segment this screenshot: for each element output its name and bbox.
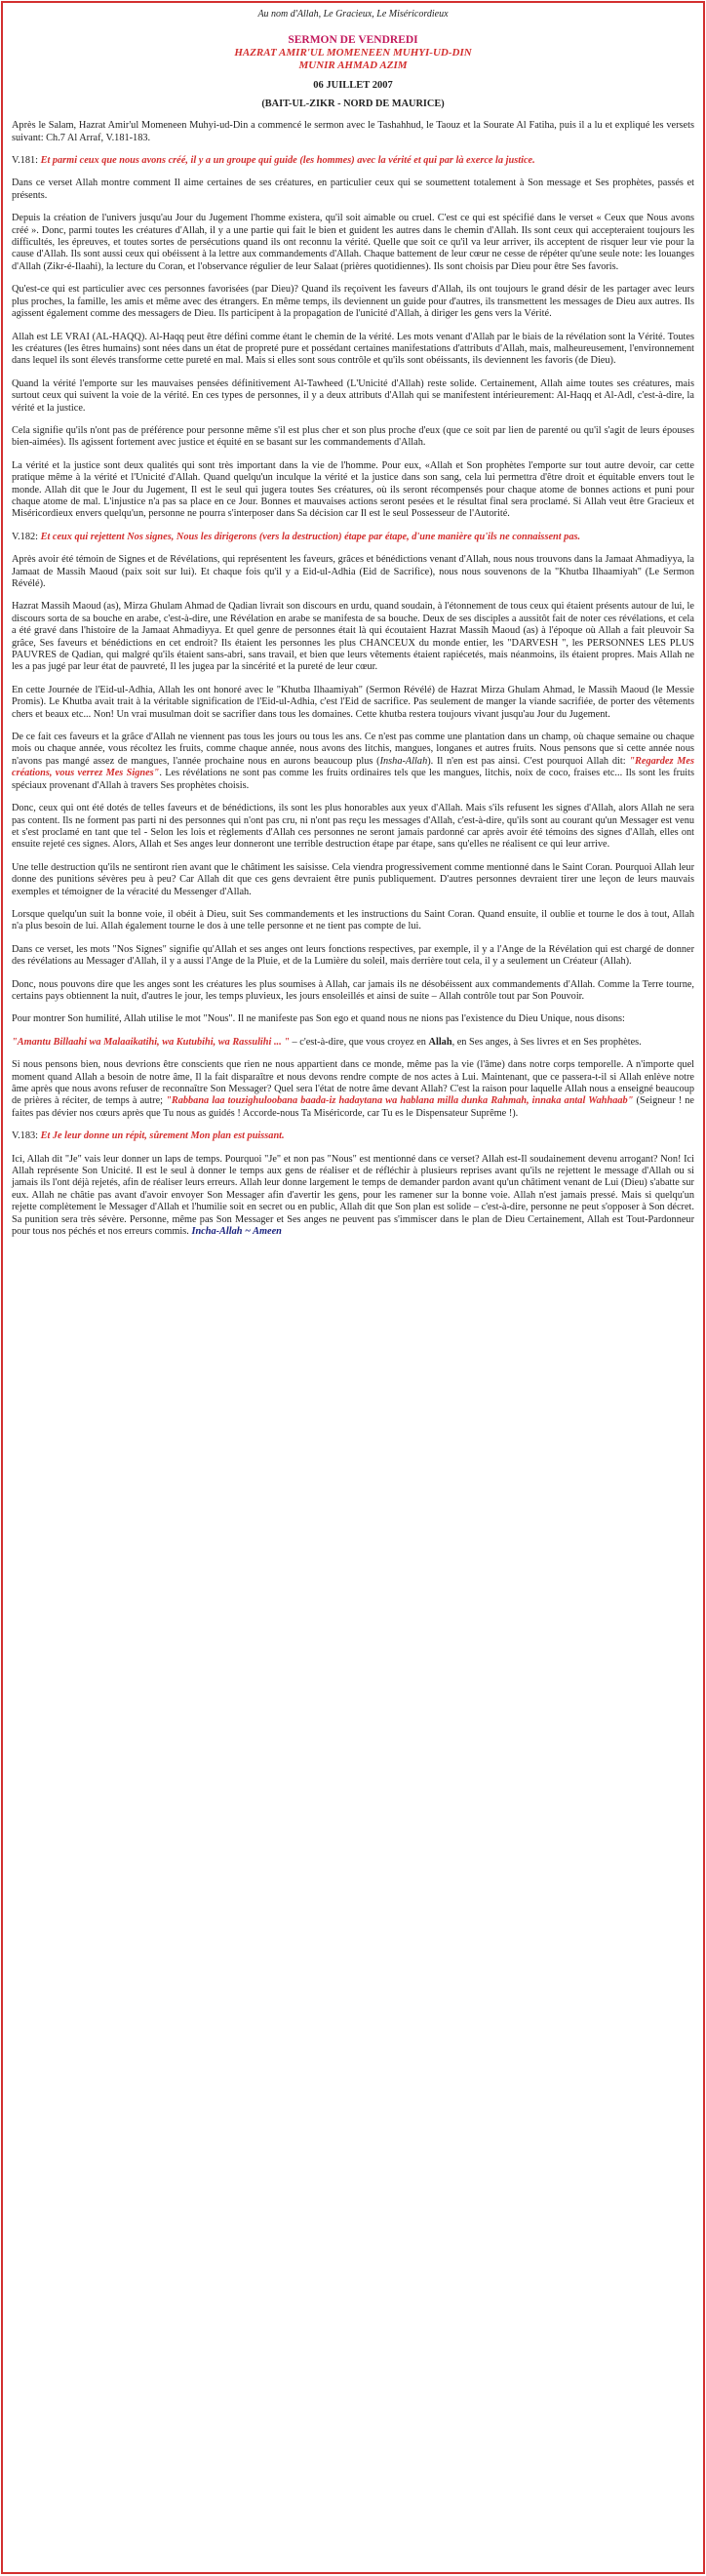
paragraph-19-b: , en Ses anges, à Ses livres et en Ses prophètes.: [451, 1036, 642, 1048]
allah-word: Allah: [428, 1036, 452, 1048]
speaker-line-2: MUNIR AHMAD AZIM: [298, 59, 408, 71]
sign-off: Incha-Allah ~ Ameen: [191, 1226, 282, 1238]
paragraph-12-a: De ce fait ces faveurs et la grâce d'Allah ne viennent pas tous les jours ou tous les ans. Ce n'est pas comme une plantation dans un champ, où chaque semaine ou chaque mois ou chaque année, vous récoltez les fruits, comme chaque année, nous avons des litchis, mangues, longanes et autres fruits. Nous pensons que si cette année nous n'avons pas mangé assez de mangues, l'année prochaine nous en aurons beaucoup plus (: [12, 732, 694, 767]
sermon-place: (BAIT-UL-ZIKR - NORD DE MAURICE): [261, 98, 445, 109]
paragraph-12: [12, 732, 694, 792]
paragraph-18: Pour montrer Son humilité, Allah utilise le mot "Nous". Il ne manifeste pas Son ego et quand nous ne nions pas l'existence du Dieu Unique, nous disons:: [12, 1013, 625, 1025]
arabic-creed: "Amantu Billaahi wa Malaaikatihi, wa Kutubihi, wa Rassulihi ... ": [12, 1036, 290, 1048]
verse-182-text: Et ceux qui rejettent Nos signes, Nous les dirigerons (vers la destruction) étape par étape, d'une manière qu'ils ne connaissent pas.: [40, 531, 581, 542]
verse-183-ref: V.183:: [12, 1130, 38, 1142]
paragraph-19: [12, 1037, 694, 1049]
paragraph-17: Donc, nous pouvons dire que les anges sont les créatures les plus soumises à Allah, car jamais ils ne désobéissent aux commandements d'Allah. Comme la Terre tourne, certains pays obtiennent la nuit, d'autres le jour, les temps pluvieux, les jours ensoleillés et ainsi de suite – Allah contrôle tout par Son Pouvoir.: [12, 978, 694, 1002]
paragraph-20-a: Si nous pensons bien, nous devrions être conscients que rien ne nous appartient dans ce monde, même pas la vie (l'âme) dans notre corps temporelle. A n'importe quel moment quand Allah a besoin de notre âme, Il la fait disparaître et nous devons rendre compte de nos actes à Lui. Maintenant, que ce passera-t-il si Allah enlève notre âme après que nous avons refuser de reconnaître Son Messager? Quel sera l'état de notre âme devant Allah? C'est la raison pour laquelle Allah nous a enseigné beaucoup de prières à réciter, de temps à autre;: [12, 1059, 694, 1107]
paragraph-6: Quand la vérité l'emporte sur les mauvaises pensées définitivement Al-Tawheed (L'Unicité d'Allah) reste solide. Certainement, Allah aime toutes ses créatures, mais surtout ceux qui suivent la voie de la vérité. En ces types de personnes, il y a deux attributs d'Allah qui se manifestent intérieurement: Al-Haqq et Al-Adl, c'est-à-dire, la vérité et la justice.: [12, 377, 694, 414]
verse-181-text: Et parmi ceux que nous avons créé, il y a un groupe qui guide (les hommes) avec la vérité et qui par là exerce la justice.: [40, 155, 535, 167]
paragraph-14: Une telle destruction qu'ils ne sentiront rien avant que le châtiment les saisisse. Cela viendra progressivement comme mentionné dans le Saint Coran. Pourquoi Allah leur donne des punitions sévères peu à peu? Car Allah dit que ces gens devraient être punis publiquement. D'autres personnes devraient tirer une leçon de leurs mauvais exemples et témoigner de la véracité du Messenger d'Allah.: [12, 861, 694, 897]
paragraph-12-c: . Les révélations ne sont pas comme les fruits ordinaires tels que les mangues, litchis, noix de coco, fraises etc... Ils sont les fruits spéciaux provenant d'Allah à travers Ses prophètes choisis.: [12, 768, 694, 791]
verse-182: [12, 532, 694, 543]
paragraph-7: Cela signifie qu'ils n'ont pas de préférence pour personne même s'il est plus cher et son plus proche d'eux (que ce soit par lien de parenté ou qu'il s'agit de leurs épouses bien-aimées). Ils agissent fortement avec justice et équité en se basant sur les commandements d'Allah.: [12, 424, 694, 449]
invocation: Au nom d'Allah, Le Gracieux, Le Miséricordieux: [257, 9, 449, 20]
title-block: [12, 34, 694, 71]
speaker-line-1: HAZRAT AMIR'UL MOMENEEN MUHYI-UD-DIN: [234, 47, 472, 59]
arabic-prayer: "Rabbana laa touzighuloobana baada-iz hadaytana wa hablana milla dunka Rahmah, innaka antal Wahhaab": [166, 1095, 634, 1107]
verse-181-ref: V.181:: [12, 155, 38, 167]
paragraph-5: Allah est LE VRAI (AL-HAQQ). Al-Haqq peut être défini comme étant le chemin de la vérité. Les mots venant d'Allah par le biais de la révélation sont la Vérité. Toutes les créatures (les êtres humains) sont nées dans un état de propreté pure et possédant certaines manifestations d'attributs d'Allah, mais, malheureusement, l'environnement dans lequel ils sont élevés transforme cette pureté en mal. Mais si elles sont sous contrôle et qu'ils sont obéissants, ils deviennent les favoris (de Dieu).: [12, 331, 694, 367]
paragraph-11: En cette Journée de l'Eid-ul-Adhia, Allah les ont honoré avec le "Khutba Ilhaamiyah" (Sermon Révélé) de Hazrat Mirza Ghulam Ahmad, le Massih Maoud (le Messie Promis). Le Khutba avait trait à la véritable signification de l'Eid-ul-Adhia, c'est l'Eid de sacrifice. Pas seulement de manger la viande sacrifiée, de porter des vêtements chers et beaux etc... Non! Un vrai musulman doit se sacrifier dans tous les domaines. Cette khutba restera toujours vivant jusqu'au Jour du Jugement.: [12, 684, 694, 720]
paragraph-21: [12, 1154, 694, 1239]
insha-allah-text: Insha-Allah: [379, 755, 428, 767]
verse-181: [12, 155, 694, 167]
paragraph-20: [12, 1059, 694, 1120]
verse-182-ref: V.182:: [12, 531, 38, 542]
quote-signs: "Regardez Mes créations, vous verrez Mes Signes": [12, 755, 694, 779]
verse-183-text: Et Je leur donne un répit, sûrement Mon plan est puissant.: [40, 1130, 285, 1142]
sermon-title: SERMON DE VENDREDI: [288, 34, 418, 47]
sermon-page: [1, 1, 705, 2574]
paragraph-16: Dans ce verset, les mots "Nos Signes" signifie qu'Allah et ses anges ont leurs fonctions respectives, par exemple, il y a l'Ange de la Révélation qui est chargé de donner des révélations au Messager d'Allah, il y a aussi l'Ange de la Pluie, et de la Lumière du soleil, mais derrière tout cela, il y a seulement un Créateur (Allah).: [12, 943, 694, 968]
paragraph-12-b: ). Il n'en est pas ainsi. C'est pourquoi Allah dit:: [427, 755, 630, 767]
paragraph-3: Depuis la création de l'univers jusqu'au Jour du Jugement l'homme existera, qu'il soit aimable ou cruel. C'est ce qui est spécifié dans le verset « Ceux que Nous avons créé ». Donc, parmi toutes les créatures d'Allah, il y a une partie qui fait le bien et guident les autres dans le chemin d'Allah. Ils sont ceux qui accepteraient toujours les difficultés, les épreuves, et toutes sortes de persécutions quand ils ont reconnu la vérité. Quelle que soit ce qu'il va leur arriver, ils acceptent de risquer leur vie pour la cause d'Allah. Ils sont aussi ceux qui obéissent à la lettre aux commandements d'Allah. Chaque battement de leur cœur ne cesse de répéter qu'une seule note: les louanges d'Allah (Zikr-é-Ilaahi), la lecture du Coran, et l'observance régulier de leur Salaat (prières quotidiennes). Ils sont choisis par Dieu pour être Ses favoris.: [12, 213, 694, 272]
paragraph-10: Hazrat Massih Maoud (as), Mirza Ghulam Ahmad de Qadian livrait son discours en urdu, quand soudain, à l'étonnement de tous ceux qui étaient présents autour de lui, le discours sorta de sa bouche en arabe, c'est-à-dire, une Révélation en arabe se manifesta de sa bouche. Deux de ses disciples a aussitôt fait de noter ces révélations, et cela a été gravé dans l'histoire de la Jamaat Ahmadiyya. Et quel genre de personnes était là qui écoutaient Hazrat Massih Maoud (as) à l'époque où Allah a fait pleuvoir Sa grâce, Ses faveurs et bénédictions en cet endroit? Ils étaient les personnes les plus CHANCEUX du monde entier, les "DARVESH ", les PERSONNES LES PLUS PAUVRES de Qadian, qui malgré qu'ils étaient sans-abri, sans travail, et bien que leurs vêtements étaient rapiécetés, mais néanmoins, ils étaient propres. Mais Allah ne les a pas jugé par leur état de pauvreté, Il les jugea par la sincérité et la pureté de leur cœur.: [12, 601, 694, 673]
paragraph-19-a: – c'est-à-dire, que vous croyez en: [289, 1036, 429, 1048]
intro-paragraph: Après le Salam, Hazrat Amir'ul Momeneen Muhyi-ud-Din a commencé le sermon avec le Tashahhud, le Taouz et la Sourate Al Fatiha, puis il a lu et expliqué les versets suivant: Ch.7 Al Arraf, V.181-183.: [12, 120, 694, 143]
verse-183: [12, 1130, 694, 1142]
paragraph-21-text: Ici, Allah dit "Je" vais leur donner un laps de temps. Pourquoi "Je" et non pas "Nous" est mentionné dans ce verset? Allah est-Il soudainement devenu arrogant? Non! Ici Allah représente Son Unicité. Il est le seul à donner le temps aux gens de réaliser et de réfléchir à plusieurs reprises avant qu'ils ne rejettent le message d'Allah ou si jamais ils l'ont déjà rejetés, afin de réaliser leurs erreurs. Allah leur donne largement le temps de demander pardon avant qu'un châtiment venant de Lui (Dieu) s'abatte sur eux. Allah ne châtie pas avant d'avoir envoyer Son Messager afin d'avertir les gens, pour les ramener sur la bonne voie. Allah n'est jamais pressé. Mais si quelqu'un rejette complètement le Messager d'Allah et l'humilie soit en secret ou en public, Allah dit que Son plan est solide – c'est-à-dire, personne ne peut s'opposer à Son décret. Sa punition sera très sévère. Personne, même pas Son Messager et Ses anges ne peuvent pas s'immiscer dans le plan de Dieu Certainement, Allah est Tout-Pardonneur pour tous nos péchés et nos erreurs commis.: [12, 1153, 694, 1238]
paragraph-15: Lorsque quelqu'un suit la bonne voie, il obéit à Dieu, suit Ses commandements et les instructions du Saint Coran. Quand ensuite, il oublie et tourne le dos à tout, Allah n'a plus besoin de lui. Allah également tourne le dos à une telle personne et ne tient pas compte de lui.: [12, 908, 694, 932]
paragraph-2: Dans ce verset Allah montre comment Il aime certaines de ses créatures, en particulier ceux qui se soumettent totalement à Son message et Ses prophètes, passés et présents.: [12, 178, 694, 201]
paragraph-4: Qu'est-ce qui est particulier avec ces personnes favorisées (par Dieu)? Quand ils reçoivent les faveurs d'Allah, ils ont toujours le grand désir de les partager avec leurs plus proches, la famille, les amis et même avec des étrangers. En même temps, ils deviennent un guide pour d'autres, ils transmettent les messages de Dieu aux autres. Ils agissent également comme des messagers de Dieu. Ils participent à la propagation de l'unicité d'Allah, à diriger les gens vers la Vérité.: [12, 284, 694, 320]
sermon-date: 06 JUILLET 2007: [313, 80, 393, 92]
paragraph-20-b: (Seigneur ! ne faites pas dévier nos cœurs après que Tu nous as guidés ! Accorde-nous Ta Miséricorde, car Tu es le Dispensateur Suprême !).: [12, 1095, 694, 1119]
paragraph-9: Après avoir été témoin de Signes et de Révélations, qui représentent les faveurs, grâces et bénédictions venant d'Allah, nous nous trouvons dans la Jamaat Ahmadiyya, la Jamaat de Massih Maoud (paix soit sur lui). Et chaque fois qu'il y a Eid-ul-Adhia (Eid de Sacrifice), nous nous souvenons de la "Khutba Ilhaamiyah" (Le Sermon Révélé).: [12, 554, 694, 589]
paragraph-8: La vérité et la justice sont deux qualités qui sont très important dans la vie de l'homme. Pour eux, «Allah et Son prophètes l'emporte sur tout autre devoir, car cette pratique même à la vérité et l'Unicité d'Allah. Quand quelqu'un inculque la vérité et la justice dans son sang, cela lui permettra d'être droit et équitable envers tout le monde. Allah dit que le Jour du Jugement, Il est le seul qui jugera toutes Ses créatures, où ils seront récompensés pour chaque atome de bonnes actions et puni pour chaque atome de mal. L'injustice n'a pas sa place en ce Jour. Bonnes et mauvaises actions seront pesées et le résultat final sera proclamé. Si Allah veut être Gracieux et Miséricordieux envers quelqu'un, personne ne pourra s'interposer dans Sa décision car Il est le seul Possesseur de l'Autorité.: [12, 459, 694, 520]
paragraph-13: Donc, ceux qui ont été dotés de telles faveurs et de bénédictions, ils sont les plus honorables aux yeux d'Allah. Mais s'ils refusent les signes d'Allah, alors Allah ne sera pas content. Ils ne forment pas parti ni des personnes qui n'ont pas cru, ni n'ont pas reçu les messages d'Allah, c'est-à-dire, qu'ils sont au courant qu'un Messager est venu et s'est proclamé en tant que tel - Selon les lois et règlements d'Allah ces personnes ne seront jamais pardonné car après avoir été témoins des signes d'Allah, elles ont ensuite rejeté ces signes. Alors, Allah et Ses anges leur donneront une terrible destruction étape par étape, sans qu'elles ne réalisent ce qui leur arrive.: [12, 803, 694, 851]
